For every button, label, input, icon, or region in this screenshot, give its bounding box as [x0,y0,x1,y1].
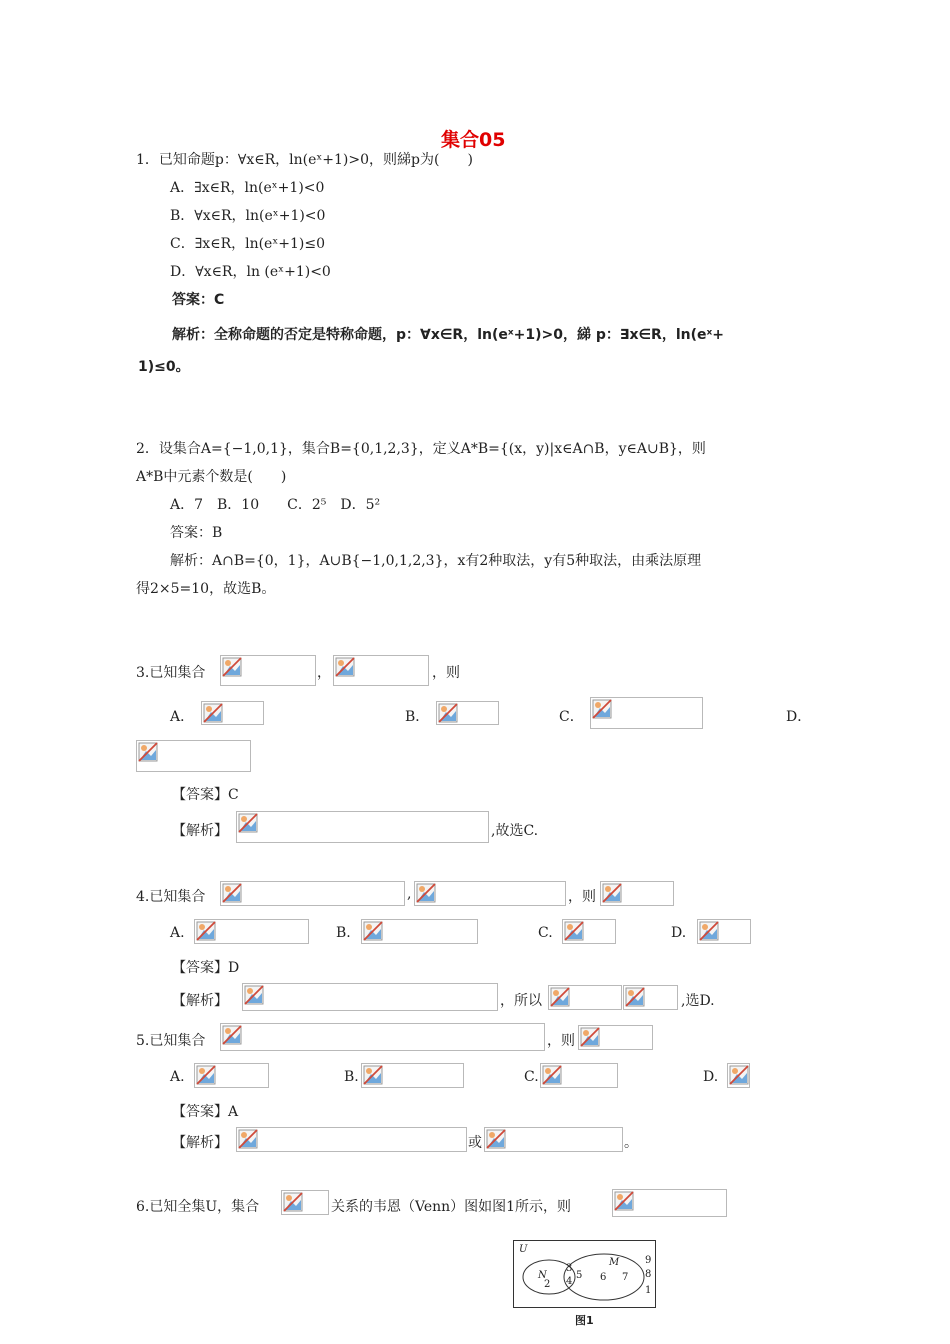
broken-image-icon [194,919,309,944]
q4-analysis-mid: ，所以 [500,993,542,1009]
q5-answer: 【答案】A [172,1104,239,1120]
broken-image-icon [194,1063,269,1088]
broken-image-icon [220,881,405,906]
broken-image-icon [136,740,251,772]
set-n-label: N [538,1270,547,1281]
broken-image-icon [562,919,616,944]
broken-image-icon [333,655,429,686]
broken-image-icon [242,983,498,1011]
universal-set-label: U [519,1244,528,1255]
figure-caption: 图1 [575,1314,594,1327]
q3-option-a: A． [170,709,195,725]
q5-option-b: B. [344,1069,359,1085]
q3-answer: 【答案】C [172,787,239,803]
q3-comma: ， [317,665,331,681]
venn-number: 9 [645,1255,652,1266]
venn-diagram [513,1240,656,1308]
q1-analysis-line1: 解析：全称命题的否定是特称命题，p：∀x∈R，ln(eˣ+1)>0，綈 p：∃x∈R，ln(eˣ+ [172,327,724,343]
q5-option-c: C. [524,1069,539,1085]
q2-analysis-line2: 得2×5=10，故选B。 [136,581,276,597]
venn-number: 8 [645,1269,652,1280]
q2-stem-line2: A*B中元素个数是( ) [136,469,287,485]
broken-image-icon [727,1063,750,1088]
q4-analysis-tail: ,选D. [681,993,715,1009]
q4-analysis-label: 【解析】 [172,993,228,1009]
broken-image-icon [578,1025,653,1050]
broken-image-icon [236,1127,467,1152]
q5-analysis-label: 【解析】 [172,1135,228,1151]
broken-image-icon [697,919,751,944]
q1-stem: 1．已知命题p：∀x∈R，ln(eˣ+1)>0，则綈p为( ) [136,152,473,168]
broken-image-icon [201,701,264,725]
q2-options: A．7 B．10 C．2⁵ D．5² [170,497,381,513]
broken-image-icon [220,655,316,686]
venn-number: 1 [645,1285,652,1296]
broken-image-icon [361,919,478,944]
set-m-label: M [609,1257,620,1268]
q2-answer: 答案：B [170,525,223,541]
venn-number: 3 [566,1263,573,1274]
q5-option-d: D. [703,1069,719,1085]
q3-analysis-label: 【解析】 [172,823,228,839]
venn-number: 5 [576,1270,583,1281]
q3-stem: 3.已知集合 [136,665,206,681]
q6-stem-middle: 关系的韦恩（Venn）图如图1所示，则 [331,1199,572,1215]
q4-option-d: D. [671,925,687,941]
q5-stem: 5.已知集合 [136,1033,206,1049]
q4-then: ，则 [568,889,596,905]
q1-option-a: A．∃x∈R，ln(eˣ+1)<0 [170,180,325,196]
q5-analysis-end: 。 [624,1135,638,1151]
q5-option-a: A. [170,1069,185,1085]
broken-image-icon [436,701,499,725]
q6-stem: 6.已知全集U，集合 [136,1199,260,1215]
venn-number: 2 [544,1279,551,1290]
broken-image-icon [281,1190,329,1215]
q2-stem-line1: 2．设集合A={−1,0,1}，集合B={0,1,2,3}，定义A*B={(x，y)|x∈A∩B，y∈A∪B}，则 [136,441,706,457]
q5-then: ，则 [547,1033,575,1049]
broken-image-icon [540,1063,618,1088]
q3-option-d: D． [786,709,812,725]
q1-option-c: C．∃x∈R，ln(eˣ+1)≤0 [170,236,326,252]
q4-option-c: C. [538,925,553,941]
q3-analysis-tail: ,故选C. [491,823,539,839]
q4-comma: , [407,886,412,902]
q4-option-b: B. [336,925,351,941]
q3-then: ，则 [432,665,460,681]
broken-image-icon [220,1023,545,1051]
q4-option-a: A. [170,925,185,941]
q1-option-b: B．∀x∈R，ln(eˣ+1)<0 [170,208,326,224]
page-title: 集合05 [441,129,506,151]
q1-analysis-line2: 1)≤0。 [138,359,190,375]
q5-analysis-or: 或 [468,1135,482,1151]
broken-image-icon [590,697,703,729]
q1-answer: 答案：C [172,292,225,308]
broken-image-icon [600,881,674,906]
broken-image-icon [484,1127,623,1152]
broken-image-icon [236,811,489,843]
venn-number: 7 [622,1272,629,1283]
q1-option-d: D．∀x∈R，ln (eˣ+1)<0 [170,264,331,280]
q4-answer: 【答案】D [172,960,240,976]
q2-analysis-line1: 解析：A∩B={0，1}，A∪B{−1,0,1,2,3}，x有2种取法，y有5种取法，由乘法原理 [170,553,702,569]
venn-number: 4 [566,1276,573,1287]
q3-option-b: B． [405,709,430,725]
q4-stem: 4.已知集合 [136,889,206,905]
broken-image-icon [623,985,678,1010]
broken-image-icon [361,1063,464,1088]
broken-image-icon [612,1189,727,1217]
broken-image-icon [414,881,566,906]
q3-option-c: C． [559,709,584,725]
broken-image-icon [548,985,622,1010]
venn-number: 6 [600,1272,607,1283]
